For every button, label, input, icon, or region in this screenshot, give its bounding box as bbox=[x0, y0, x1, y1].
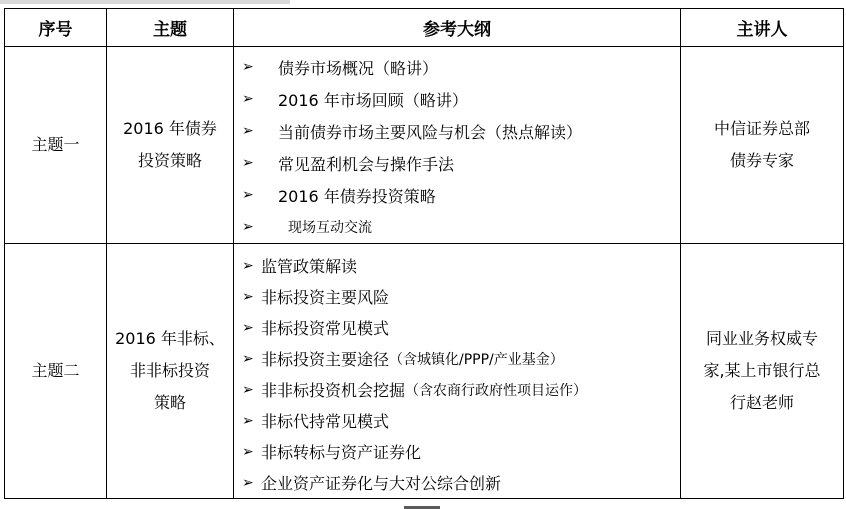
arrow-bullet-icon: ➢ bbox=[242, 381, 254, 398]
list-item bbox=[234, 115, 680, 147]
outline-list bbox=[234, 47, 680, 243]
item-text: 2016 年债券投资策略 bbox=[278, 186, 436, 206]
row-num: 主题二 bbox=[5, 244, 107, 499]
item-text: 非标投资常见模式 bbox=[261, 319, 390, 338]
list-item bbox=[234, 250, 680, 281]
topic-line: 2016 年债券 bbox=[123, 119, 217, 138]
arrow-bullet-icon: ➢ bbox=[242, 350, 254, 367]
speaker-line: 行赵老师 bbox=[729, 393, 794, 412]
header-topic: 主题 bbox=[107, 9, 234, 47]
speaker-line: 中信证券总部 bbox=[713, 119, 810, 138]
list-item bbox=[234, 374, 680, 405]
item-text: 2016 年市场回顾 bbox=[278, 90, 404, 110]
arrow-bullet-icon: ➢ bbox=[242, 288, 254, 305]
list-item bbox=[234, 312, 680, 343]
row-outline bbox=[234, 47, 681, 244]
arrow-bullet-icon: ➢ bbox=[242, 319, 254, 336]
item-text: 非标投资主要途径 bbox=[261, 350, 390, 369]
item-text: 当前债券市场主要风险与机会 bbox=[278, 122, 487, 142]
item-text: 现场互动交流 bbox=[288, 220, 372, 236]
list-item bbox=[234, 179, 680, 211]
list-item bbox=[234, 83, 680, 115]
row-topic bbox=[107, 47, 234, 244]
header-row bbox=[5, 9, 844, 47]
list-item bbox=[234, 343, 680, 374]
row-speaker bbox=[681, 244, 844, 499]
list-item bbox=[234, 211, 680, 243]
item-text: 常见盈利机会与操作手法 bbox=[278, 154, 455, 174]
list-item bbox=[234, 51, 680, 83]
list-item bbox=[234, 436, 680, 467]
topic-line: 非非标投资 bbox=[129, 361, 210, 380]
arrow-bullet-icon: ➢ bbox=[242, 219, 254, 235]
row-num: 主题一 bbox=[5, 47, 107, 244]
item-note: （略讲） bbox=[403, 90, 468, 110]
speaker-line: 债券专家 bbox=[729, 151, 794, 170]
arrow-bullet-icon: ➢ bbox=[242, 59, 254, 75]
list-item bbox=[234, 281, 680, 312]
row-outline bbox=[234, 244, 681, 499]
list-item bbox=[234, 405, 680, 436]
agenda-table bbox=[4, 8, 844, 499]
item-note: （略讲） bbox=[374, 58, 439, 78]
item-text: 监管政策解读 bbox=[261, 257, 358, 276]
row-topic bbox=[107, 244, 234, 499]
topic-line: 投资策略 bbox=[137, 151, 202, 170]
arrow-bullet-icon: ➢ bbox=[242, 91, 254, 107]
item-note: （含农商行政府性项目运作） bbox=[405, 382, 588, 399]
item-text: 债券市场概况 bbox=[278, 58, 375, 78]
arrow-bullet-icon: ➢ bbox=[242, 412, 254, 429]
header-outline: 参考大纲 bbox=[234, 9, 681, 47]
item-text: 非标代持常见模式 bbox=[261, 412, 390, 431]
speaker-line: 同业业务权威专 bbox=[705, 329, 818, 348]
item-note: （含城镇化/PPP/产业基金） bbox=[389, 351, 564, 368]
topic-line: 2016 年非标、 bbox=[115, 329, 225, 348]
top-scroll-strip bbox=[0, 0, 290, 4]
arrow-bullet-icon: ➢ bbox=[242, 155, 254, 171]
list-item bbox=[234, 147, 680, 179]
header-speaker: 主讲人 bbox=[681, 9, 844, 47]
header-num: 序号 bbox=[5, 9, 107, 47]
item-text: 非标投资主要风险 bbox=[261, 288, 390, 307]
list-item bbox=[234, 467, 680, 498]
item-text: 企业资产证券化与大对公综合创新 bbox=[261, 474, 502, 493]
row-speaker bbox=[681, 47, 844, 244]
table-row bbox=[5, 47, 844, 244]
outline-list bbox=[234, 244, 680, 498]
item-note: （热点解读） bbox=[486, 122, 583, 142]
arrow-bullet-icon: ➢ bbox=[242, 187, 254, 203]
topic-line: 策略 bbox=[153, 393, 186, 412]
speaker-line: 家,某上市银行总 bbox=[703, 361, 821, 380]
table-row bbox=[5, 244, 844, 499]
arrow-bullet-icon: ➢ bbox=[242, 474, 254, 491]
arrow-bullet-icon: ➢ bbox=[242, 443, 254, 460]
arrow-bullet-icon: ➢ bbox=[242, 123, 254, 139]
item-text: 非标转标与资产证券化 bbox=[261, 443, 422, 462]
item-text: 非非标投资机会挖掘 bbox=[261, 381, 406, 400]
arrow-bullet-icon: ➢ bbox=[242, 257, 254, 274]
